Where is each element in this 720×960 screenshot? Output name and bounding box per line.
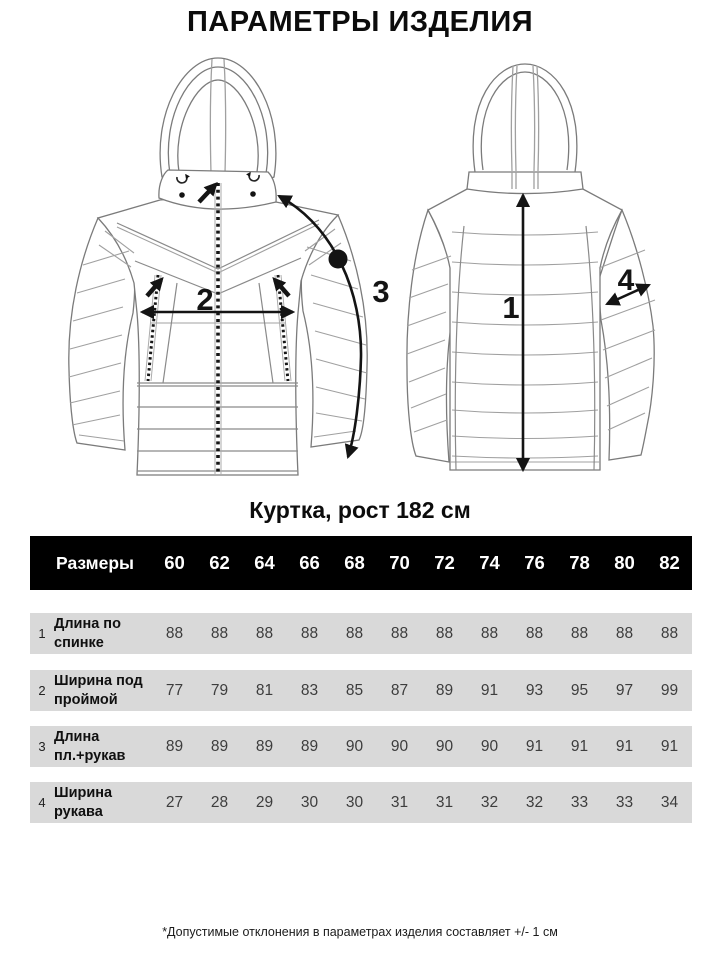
size-table <box>30 536 692 826</box>
row-label: Ширина под проймой <box>54 673 143 708</box>
value-cell: 90 <box>480 737 499 755</box>
size-table-header-label: Размеры <box>56 552 134 573</box>
value-cell: 28 <box>210 793 229 811</box>
size-col-header: 72 <box>434 552 455 573</box>
value-cell: 79 <box>210 681 229 699</box>
value-cell: 93 <box>525 681 544 699</box>
jacket-back-diagram <box>405 58 700 495</box>
value-cell: 31 <box>435 793 454 811</box>
table-row-sleeve-width <box>30 782 692 823</box>
value-cell: 89 <box>165 737 184 755</box>
size-col-header: 62 <box>209 552 230 573</box>
value-cell: 90 <box>435 737 454 755</box>
measure-label-3: 3 <box>372 274 390 309</box>
value-cell: 90 <box>390 737 409 755</box>
value-cell: 88 <box>435 624 454 642</box>
value-cell: 91 <box>480 681 499 699</box>
value-cell: 88 <box>660 624 679 642</box>
value-cell: 95 <box>570 681 589 699</box>
value-cell: 97 <box>615 681 634 699</box>
value-cell: 83 <box>300 681 319 699</box>
value-cell: 87 <box>390 681 409 699</box>
back-hood <box>473 64 577 178</box>
value-cell: 88 <box>165 624 184 642</box>
size-col-header: 66 <box>299 552 320 573</box>
value-cell: 32 <box>480 793 499 811</box>
value-cell: 91 <box>525 737 544 755</box>
value-cell: 88 <box>255 624 274 642</box>
size-col-header: 60 <box>164 552 185 573</box>
row-number: 2 <box>38 683 46 698</box>
value-cell: 91 <box>660 737 679 755</box>
value-cell: 91 <box>615 737 634 755</box>
value-cell: 32 <box>525 793 544 811</box>
value-cell: 33 <box>570 793 589 811</box>
row-number: 1 <box>38 626 46 641</box>
value-cell: 89 <box>300 737 319 755</box>
value-cell: 30 <box>300 793 319 811</box>
value-cell: 27 <box>165 793 184 811</box>
value-cell: 89 <box>210 737 229 755</box>
value-cell: 77 <box>165 681 184 699</box>
size-col-header: 82 <box>659 552 680 573</box>
measure-label-4: 4 <box>617 264 635 297</box>
table-row-chest-width <box>30 670 692 711</box>
measure-label-2: 2 <box>196 282 214 317</box>
page-title: ПАРАМЕТРЫ ИЗДЕЛИЯ <box>186 6 534 38</box>
value-cell: 91 <box>570 737 589 755</box>
value-cell: 88 <box>210 624 229 642</box>
value-cell: 88 <box>525 624 544 642</box>
value-cell: 89 <box>255 737 274 755</box>
size-col-header: 64 <box>254 552 275 573</box>
value-cell: 88 <box>300 624 319 642</box>
value-cell: 85 <box>345 681 364 699</box>
measure-label-1: 1 <box>502 290 520 325</box>
table-row-back-length <box>30 613 692 654</box>
value-cell: 34 <box>660 793 679 811</box>
row-label: Ширина рукава <box>54 785 113 820</box>
product-subtitle: Куртка, рост 182 см <box>249 497 471 523</box>
tolerance-footnote: *Допустимые отклонения в параметрах изделия составляет +/- 1 см <box>162 925 558 939</box>
value-cell: 88 <box>480 624 499 642</box>
value-cell: 31 <box>390 793 409 811</box>
value-cell: 30 <box>345 793 364 811</box>
value-cell: 88 <box>615 624 634 642</box>
value-cell: 29 <box>255 793 274 811</box>
value-cell: 88 <box>390 624 409 642</box>
size-col-header: 78 <box>569 552 590 573</box>
row-number: 3 <box>38 739 46 754</box>
value-cell: 33 <box>615 793 634 811</box>
size-col-header: 74 <box>479 552 500 573</box>
row-label: Длина пл.+рукав <box>54 729 126 764</box>
value-cell: 90 <box>345 737 364 755</box>
size-col-header: 68 <box>344 552 365 573</box>
value-cell: 88 <box>345 624 364 642</box>
jacket-front-diagram <box>55 55 400 500</box>
back-collar <box>467 172 583 194</box>
size-table-header <box>30 536 692 590</box>
value-cell: 89 <box>435 681 454 699</box>
value-cell: 99 <box>660 681 679 699</box>
value-cell: 88 <box>570 624 589 642</box>
table-row-shoulder-sleeve-length <box>30 726 692 767</box>
size-col-header: 80 <box>614 552 635 573</box>
front-hood <box>160 58 276 184</box>
value-cell: 81 <box>255 681 274 699</box>
size-col-header: 76 <box>524 552 545 573</box>
row-number: 4 <box>38 795 46 810</box>
row-label: Длина по спинке <box>54 616 121 651</box>
size-col-header: 70 <box>389 552 410 573</box>
